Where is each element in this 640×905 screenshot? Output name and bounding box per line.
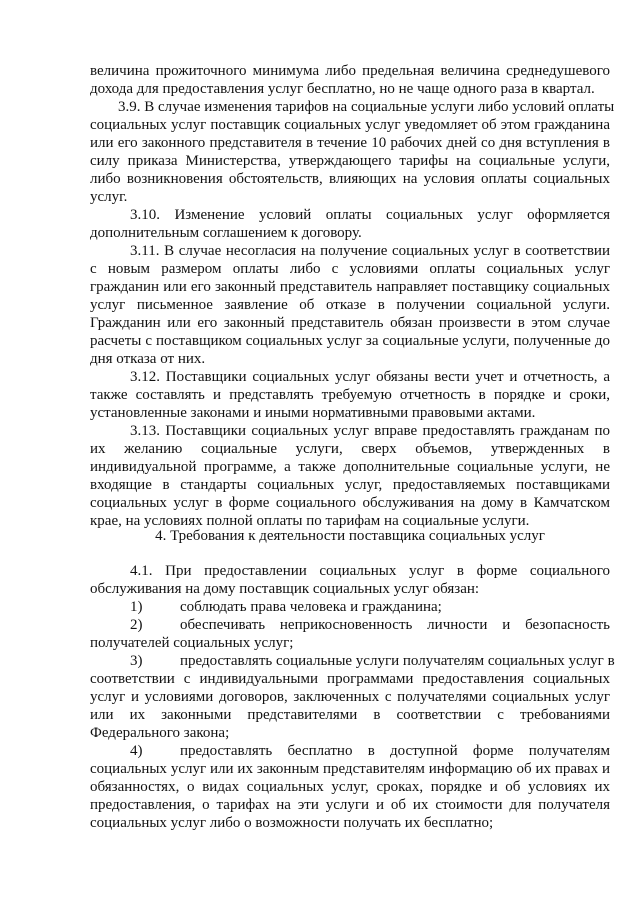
text-line: 3.11. В случае несогласия на получение социальных услуг в соответствии	[130, 243, 610, 259]
text-line: получателей социальных услуг;	[90, 635, 294, 651]
text-line: установленные законами и иными нормативными правовыми актами.	[90, 405, 536, 421]
text-line: гражданин или его законный представитель направляет поставщику социальных	[90, 279, 610, 295]
text-line: 3.9. В случае изменения тарифов на социальные услуги либо условий оплаты	[118, 99, 615, 115]
paragraph-3-9	[90, 98, 615, 206]
text-line: индивидуальной программе, а также дополнительные социальные услуги, не	[90, 459, 610, 475]
list-number: 2)	[130, 617, 143, 633]
text-line: либо возникновения обстоятельств, влияющих на условия оплаты социальных	[90, 171, 610, 187]
paragraph-3-10	[90, 206, 610, 242]
text-line: крае, на условиях полной оплаты по тарифам на социальные услуги.	[90, 513, 530, 529]
text-line: или его законного представителя в течение 10 рабочих дней со дня вступления в	[90, 135, 610, 151]
text-line: услуг.	[90, 189, 128, 205]
section-heading: 4. Требования к деятельности поставщика социальных услуг	[155, 528, 545, 544]
text-line: обязанностях, о видах социальных услуг, сроках, порядке и об условиях их	[90, 779, 610, 795]
list-item-3	[90, 652, 615, 742]
text-line: с новым размером оплаты либо с условиями оплаты социальных услуг	[90, 261, 610, 277]
text-line: социальных услуг в форме социального обслуживания на дому в Камчатском	[90, 495, 610, 511]
list-item-2	[90, 616, 610, 652]
text-line: дня отказа от них.	[90, 351, 206, 367]
text-line: услуг письменное заявление об отказе в получении социальной услуги.	[90, 297, 610, 313]
paragraph-4-1	[90, 562, 610, 598]
text-line: социальных услуг поставщик социальных услуг уведомляет об этом гражданина	[90, 117, 610, 133]
text-line: также составлять и представлять требуемую отчетность в порядке и сроки,	[90, 387, 610, 403]
text-line: услуг и условиями договоров, заключенных с получателями социальных услуг	[90, 689, 610, 705]
text-line: расчеты с поставщиком социальных услуг за социальные услуги, полученные до	[90, 333, 610, 349]
text-line: величина прожиточного минимума либо предельная величина среднедушевого	[90, 63, 610, 79]
list-item-1	[90, 598, 610, 616]
text-line: их желанию социальные услуги, сверх объемов, утвержденных в	[90, 441, 610, 457]
text-line: 3.10. Изменение условий оплаты социальных услуг оформляется	[130, 207, 610, 223]
text-line: Гражданин или его законный представитель обязан произвести в этом случае	[90, 315, 610, 331]
text-line: предоставления, о тарифах на эти услуги и об их стоимости для получателя	[90, 797, 610, 813]
text-line: дополнительным соглашением к договору.	[90, 225, 362, 241]
list-item-4	[90, 742, 610, 832]
paragraph-3-11	[90, 242, 610, 368]
paragraph-continuation	[90, 62, 610, 98]
list-number: 1)	[130, 599, 143, 615]
list-number: 3)	[130, 653, 143, 669]
text-line: 3.12. Поставщики социальных услуг обязаны вести учет и отчетность, а	[130, 369, 610, 385]
text-line: обеспечивать неприкосновенность личности и безопасность	[180, 617, 610, 633]
text-line: соблюдать права человека и гражданина;	[180, 599, 442, 615]
text-line: входящие в стандарты социальных услуг, предоставляемых поставщиками	[90, 477, 610, 493]
text-line: Федерального закона;	[90, 725, 230, 741]
text-line: соответствии с индивидуальными программами предоставления социальных	[90, 671, 610, 687]
text-line: или их законными представителями в соответствии с требованиями	[90, 707, 610, 723]
text-line: 3.13. Поставщики социальных услуг вправе предоставлять гражданам по	[130, 423, 610, 439]
list-number: 4)	[130, 743, 143, 759]
text-line: дохода для предоставления услуг бесплатно, но не чаще одного раза в квартал.	[90, 81, 595, 97]
paragraph-3-13	[90, 422, 610, 530]
paragraph-3-12	[90, 368, 610, 422]
text-line: силу приказа Министерства, утверждающего тарифы на социальные услуги,	[90, 153, 610, 169]
text-line: социальных услуг либо о возможности получать их бесплатно;	[90, 815, 494, 831]
text-line: предоставлять социальные услуги получателям социальных услуг в	[180, 653, 615, 669]
text-line: обслуживания на дому поставщик социальных услуг обязан:	[90, 581, 480, 597]
text-line: предоставлять бесплатно в доступной форме получателям	[180, 743, 610, 759]
text-line: социальных услуг или их законным представителям информацию об их правах и	[90, 761, 610, 777]
text-line: 4.1. При предоставлении социальных услуг в форме социального	[130, 563, 610, 579]
